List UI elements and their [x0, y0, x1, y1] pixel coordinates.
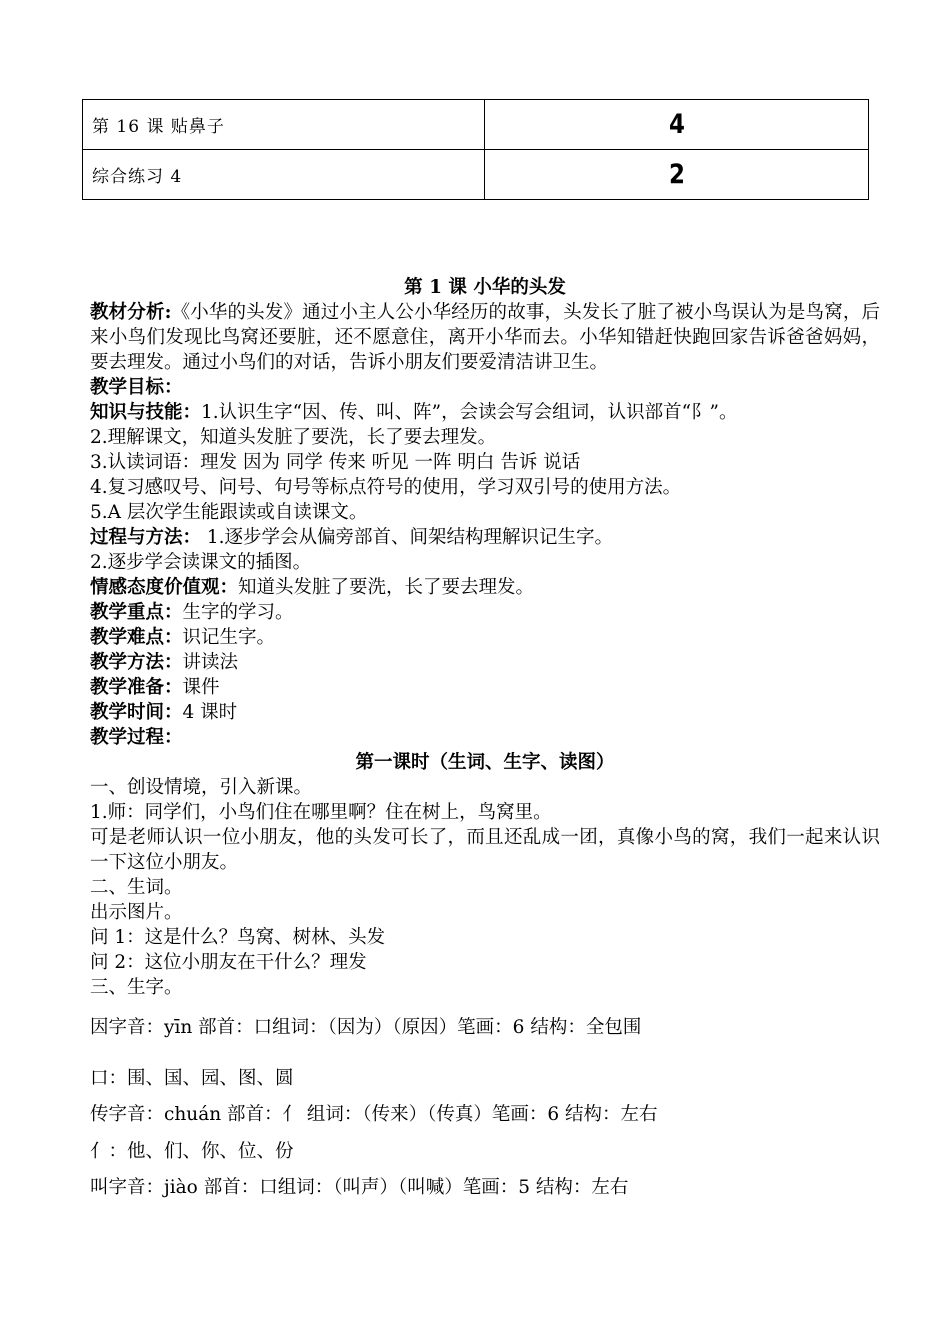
difficulty-line [90, 625, 880, 650]
char-entry-1: 因字音：yīn 部首：口组词：（因为）（原因）笔画：6 结构：全包围 [90, 1017, 642, 1038]
method-label: 教学方法： [90, 652, 183, 673]
process-label: 过程与方法： [90, 527, 202, 548]
difficulty-label: 教学难点： [90, 627, 183, 648]
char-radical-1: 口：围、国、园、图、圆 [90, 1068, 294, 1089]
time-label: 教学时间： [90, 702, 183, 723]
knowledge-line-1 [90, 400, 880, 425]
emotion-line [90, 575, 880, 600]
step-2: 二、生词。 [90, 877, 183, 898]
knowledge-line-4: 4.复习感叹号、问号、句号等标点符号的使用，学习双引号的使用方法。 [90, 477, 682, 498]
lesson-title: 第 1 课 小华的头发 [404, 277, 566, 298]
knowledge-line-5: 5.A 层次学生能跟读或自读课文。 [90, 502, 368, 523]
method-line [90, 650, 880, 675]
step-1-2: 可是老师认识一位小朋友，他的头发可长了，而且还乱成一团，真像小鸟的窝，我们一起来认识一下这位小朋友。 [90, 827, 880, 873]
emotion-text: 知道头发脏了要洗，长了要去理发。 [238, 577, 535, 598]
process-line-2: 2.逐步学会读课文的插图。 [90, 552, 312, 573]
table-row [83, 150, 869, 200]
prep-line [90, 675, 880, 700]
analysis-paragraph [90, 300, 880, 375]
table-cell-hours: 2 [513, 150, 839, 200]
time-text: 4 课时 [182, 702, 238, 723]
process-text-1: 1.逐步学会从偏旁部首、间架结构理解识记生字。 [201, 527, 614, 548]
table-row [83, 100, 869, 150]
goals-label: 教学目标： [90, 377, 183, 398]
key-point-label: 教学重点： [90, 602, 183, 623]
step-3: 三、生字。 [90, 977, 183, 998]
char-radical-2: 亻：他、们、你、位、份 [90, 1141, 294, 1162]
knowledge-line-3: 3.认读词语：理发 因为 同学 传来 听见 一阵 明白 告诉 说话 [90, 452, 581, 473]
key-point-text: 生字的学习。 [182, 602, 294, 623]
key-point-line [90, 600, 880, 625]
table-cell-lesson: 第 16 课 贴鼻子 [83, 100, 485, 150]
prep-label: 教学准备： [90, 677, 183, 698]
lesson-hours-table [82, 99, 869, 200]
prep-text: 课件 [182, 677, 220, 698]
analysis-text: 《小华的头发》通过小主人公小华经历的故事，头发长了脏了被小鸟误认为是鸟窝，后来小鸟们发现比鸟窝还要脏，还不愿意住，离开小华而去。小华知错赶快跑回家告诉爸爸妈妈，要去理发。通过小鸟们的对话，告诉小朋友们要爱清洁讲卫生。 [90, 302, 880, 373]
table-cell-lesson: 综合练习 4 [83, 150, 485, 200]
period-title: 第一课时（生词、生字、读图） [355, 752, 615, 773]
analysis-label: 教材分析: [90, 302, 172, 323]
table-cell-hours: 4 [513, 100, 839, 150]
knowledge-line-2: 2.理解课文，知道头发脏了要洗，长了要去理发。 [90, 427, 497, 448]
difficulty-text: 识记生字。 [182, 627, 276, 648]
emotion-label: 情感态度价值观： [90, 577, 239, 598]
char-entry-2: 传字音：chuán 部首：亻 组词：（传来）（传真）笔画：6 结构：左右 [90, 1104, 658, 1125]
step-2-question-2: 问 2：这位小朋友在干什么？理发 [90, 952, 367, 973]
knowledge-label: 知识与技能： [90, 402, 202, 423]
step-1-1: 1.师：同学们，小鸟们住在哪里啊？住在树上，鸟窝里。 [90, 802, 552, 823]
procedure-label: 教学过程： [90, 727, 183, 748]
step-2-1: 出示图片。 [90, 902, 183, 923]
knowledge-text-1: 1.认识生字“因、传、叫、阵”，会读会写会组词，认识部首“阝”。 [201, 402, 738, 423]
time-line [90, 700, 880, 725]
char-entry-3: 叫字音：jiào 部首：口组词：（叫声）（叫喊）笔画：5 结构：左右 [90, 1177, 629, 1198]
method-text: 讲读法 [182, 652, 239, 673]
step-1: 一、创设情境，引入新课。 [90, 777, 313, 798]
lesson-plan-body [90, 275, 880, 1200]
process-line-1 [90, 525, 880, 550]
step-2-question-1: 问 1：这是什么？鸟窝、树林、头发 [90, 927, 386, 948]
